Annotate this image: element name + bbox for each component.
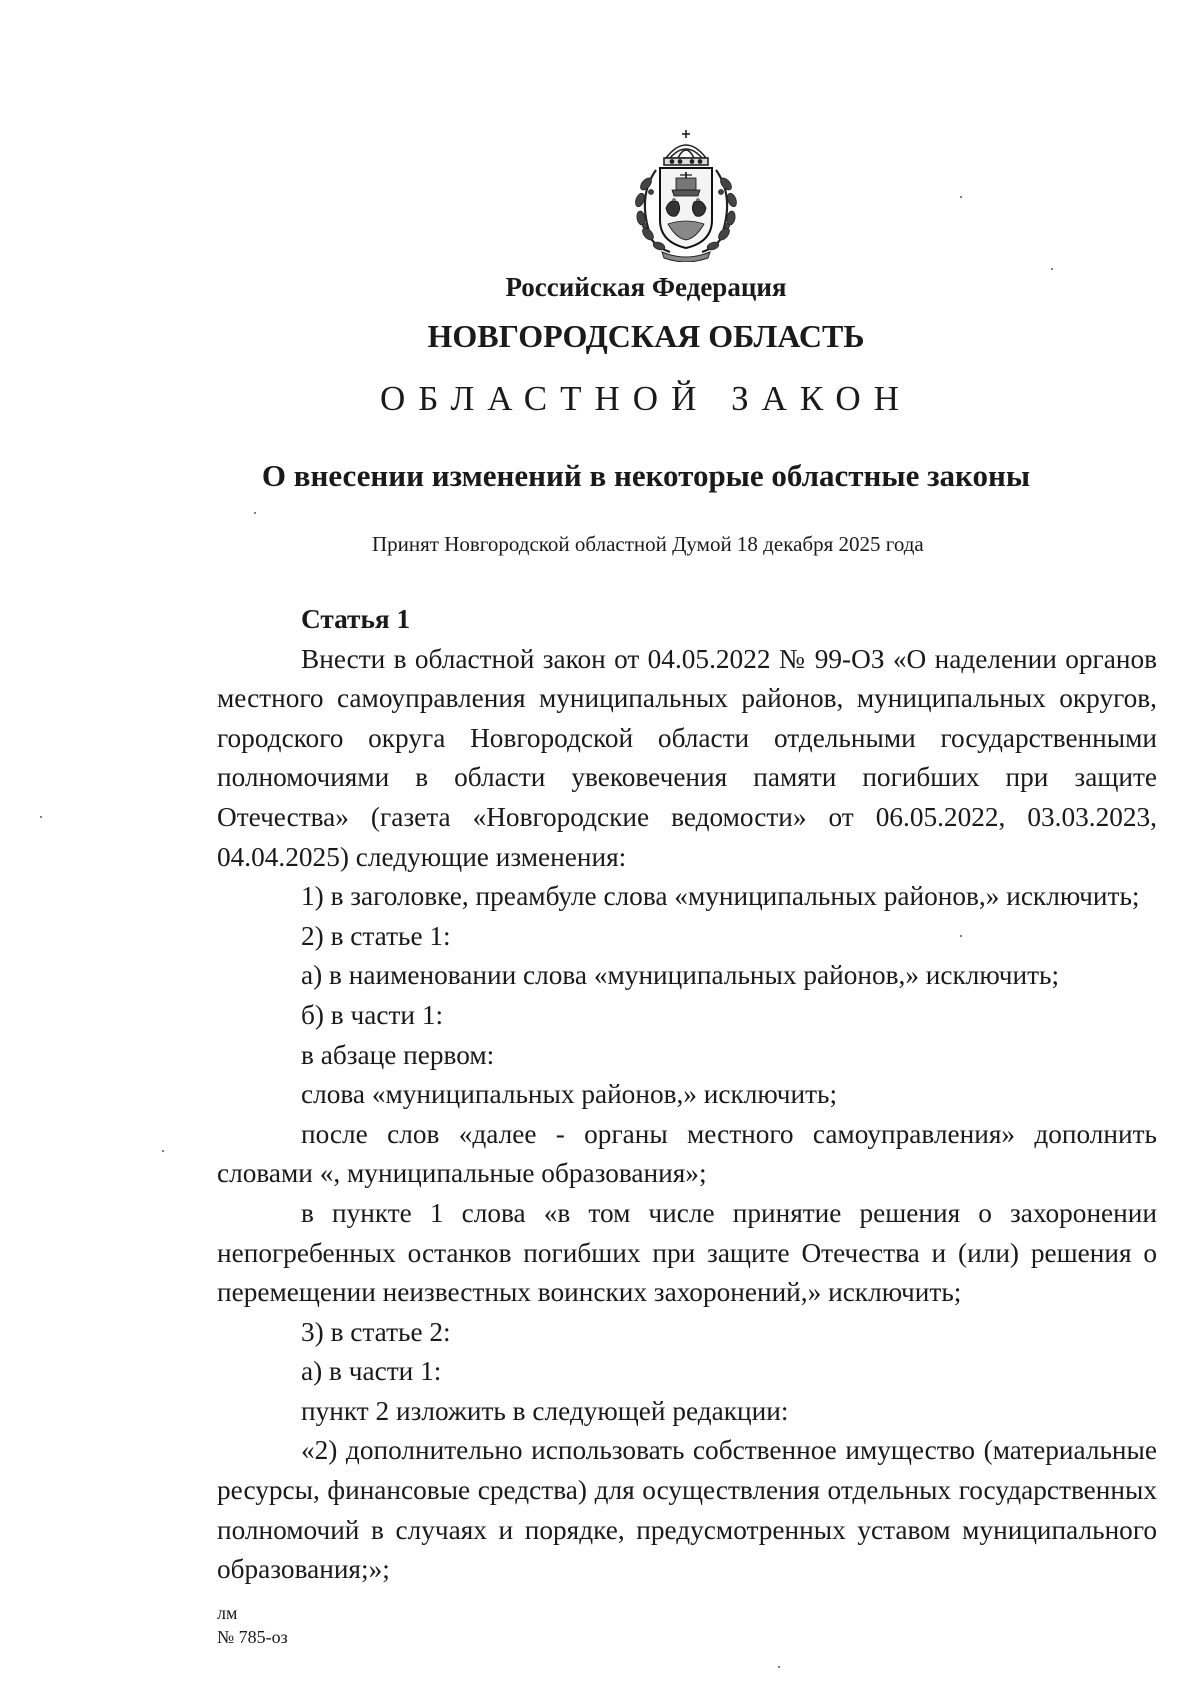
paragraph: а) в наименовании слова «муниципальных районов,» исключить; (301, 960, 1060, 991)
scan-speck (254, 512, 256, 514)
document-number: № 785-оз (217, 1627, 288, 1647)
scan-speck (162, 1150, 164, 1152)
article-heading: Статья 1 (301, 604, 411, 634)
paragraph: в пункте 1 слова «в том числе принятие решения о захоронении непогребенных останков погибших при защите Отечества и (или) решения о перемещении неизвестных воинских захоронений,» исключить; (217, 1197, 1157, 1308)
paragraph: слова «муниципальных районов,» исключить; (301, 1079, 838, 1110)
law-title: О внесении изменений в некоторые областные законы (261, 458, 1031, 493)
scan-speck (960, 935, 962, 937)
scan-speck (40, 816, 42, 818)
document-type-heading: ОБЛАСТНОЙ ЗАКОН (380, 379, 912, 418)
footer-note (217, 1601, 288, 1649)
scan-speck (1051, 268, 1053, 270)
paragraph: 3) в статье 2: (301, 1316, 451, 1347)
paragraph: в абзаце первом: (301, 1039, 495, 1070)
scan-speck (778, 1666, 780, 1668)
paragraph: а) в части 1: (301, 1356, 442, 1387)
region-heading: НОВГОРОДСКАЯ ОБЛАСТЬ (427, 318, 865, 354)
paragraph: после слов «далее - органы местного самоуправления» дополнить словами «, муниципальные образования»; (217, 1118, 1157, 1189)
paragraph: Внести в областной закон от 04.05.2022 № 99-ОЗ «О наделении органов местного самоуправления муниципальных районов, муниципальных округов, городского округа Новгородской области отдельными государственными полномочиями в области увековечения памяти погибших при защите Отечества» (газета «Новгородские ведомости» от 06.05.2022, 03.03.2023, 04.04.2025) следующие изменения: (217, 643, 1157, 872)
paragraph: 2) в статье 1: (301, 920, 451, 951)
paragraph: пункт 2 изложить в следующей редакции: (301, 1395, 789, 1426)
author-initials: лм (217, 1603, 238, 1623)
adoption-line: Принят Новгородской областной Думой 18 декабря 2025 года (372, 532, 924, 556)
paragraph: б) в части 1: (301, 999, 444, 1030)
paragraph: 1) в заголовке, преамбуле слова «муниципальных районов,» исключить; (301, 881, 1140, 912)
scan-speck (960, 196, 962, 198)
country-heading: Российская Федерация (505, 272, 787, 302)
paragraph: «2) дополнительно использовать собственное имущество (материальные ресурсы, финансовые средства) для осуществления отдельных государственных полномочий в случаях и порядке, предусмотренных уставом муниципального образования;»; (217, 1435, 1157, 1585)
article-body (217, 600, 1157, 1590)
coat-of-arms-emblem (626, 128, 746, 262)
